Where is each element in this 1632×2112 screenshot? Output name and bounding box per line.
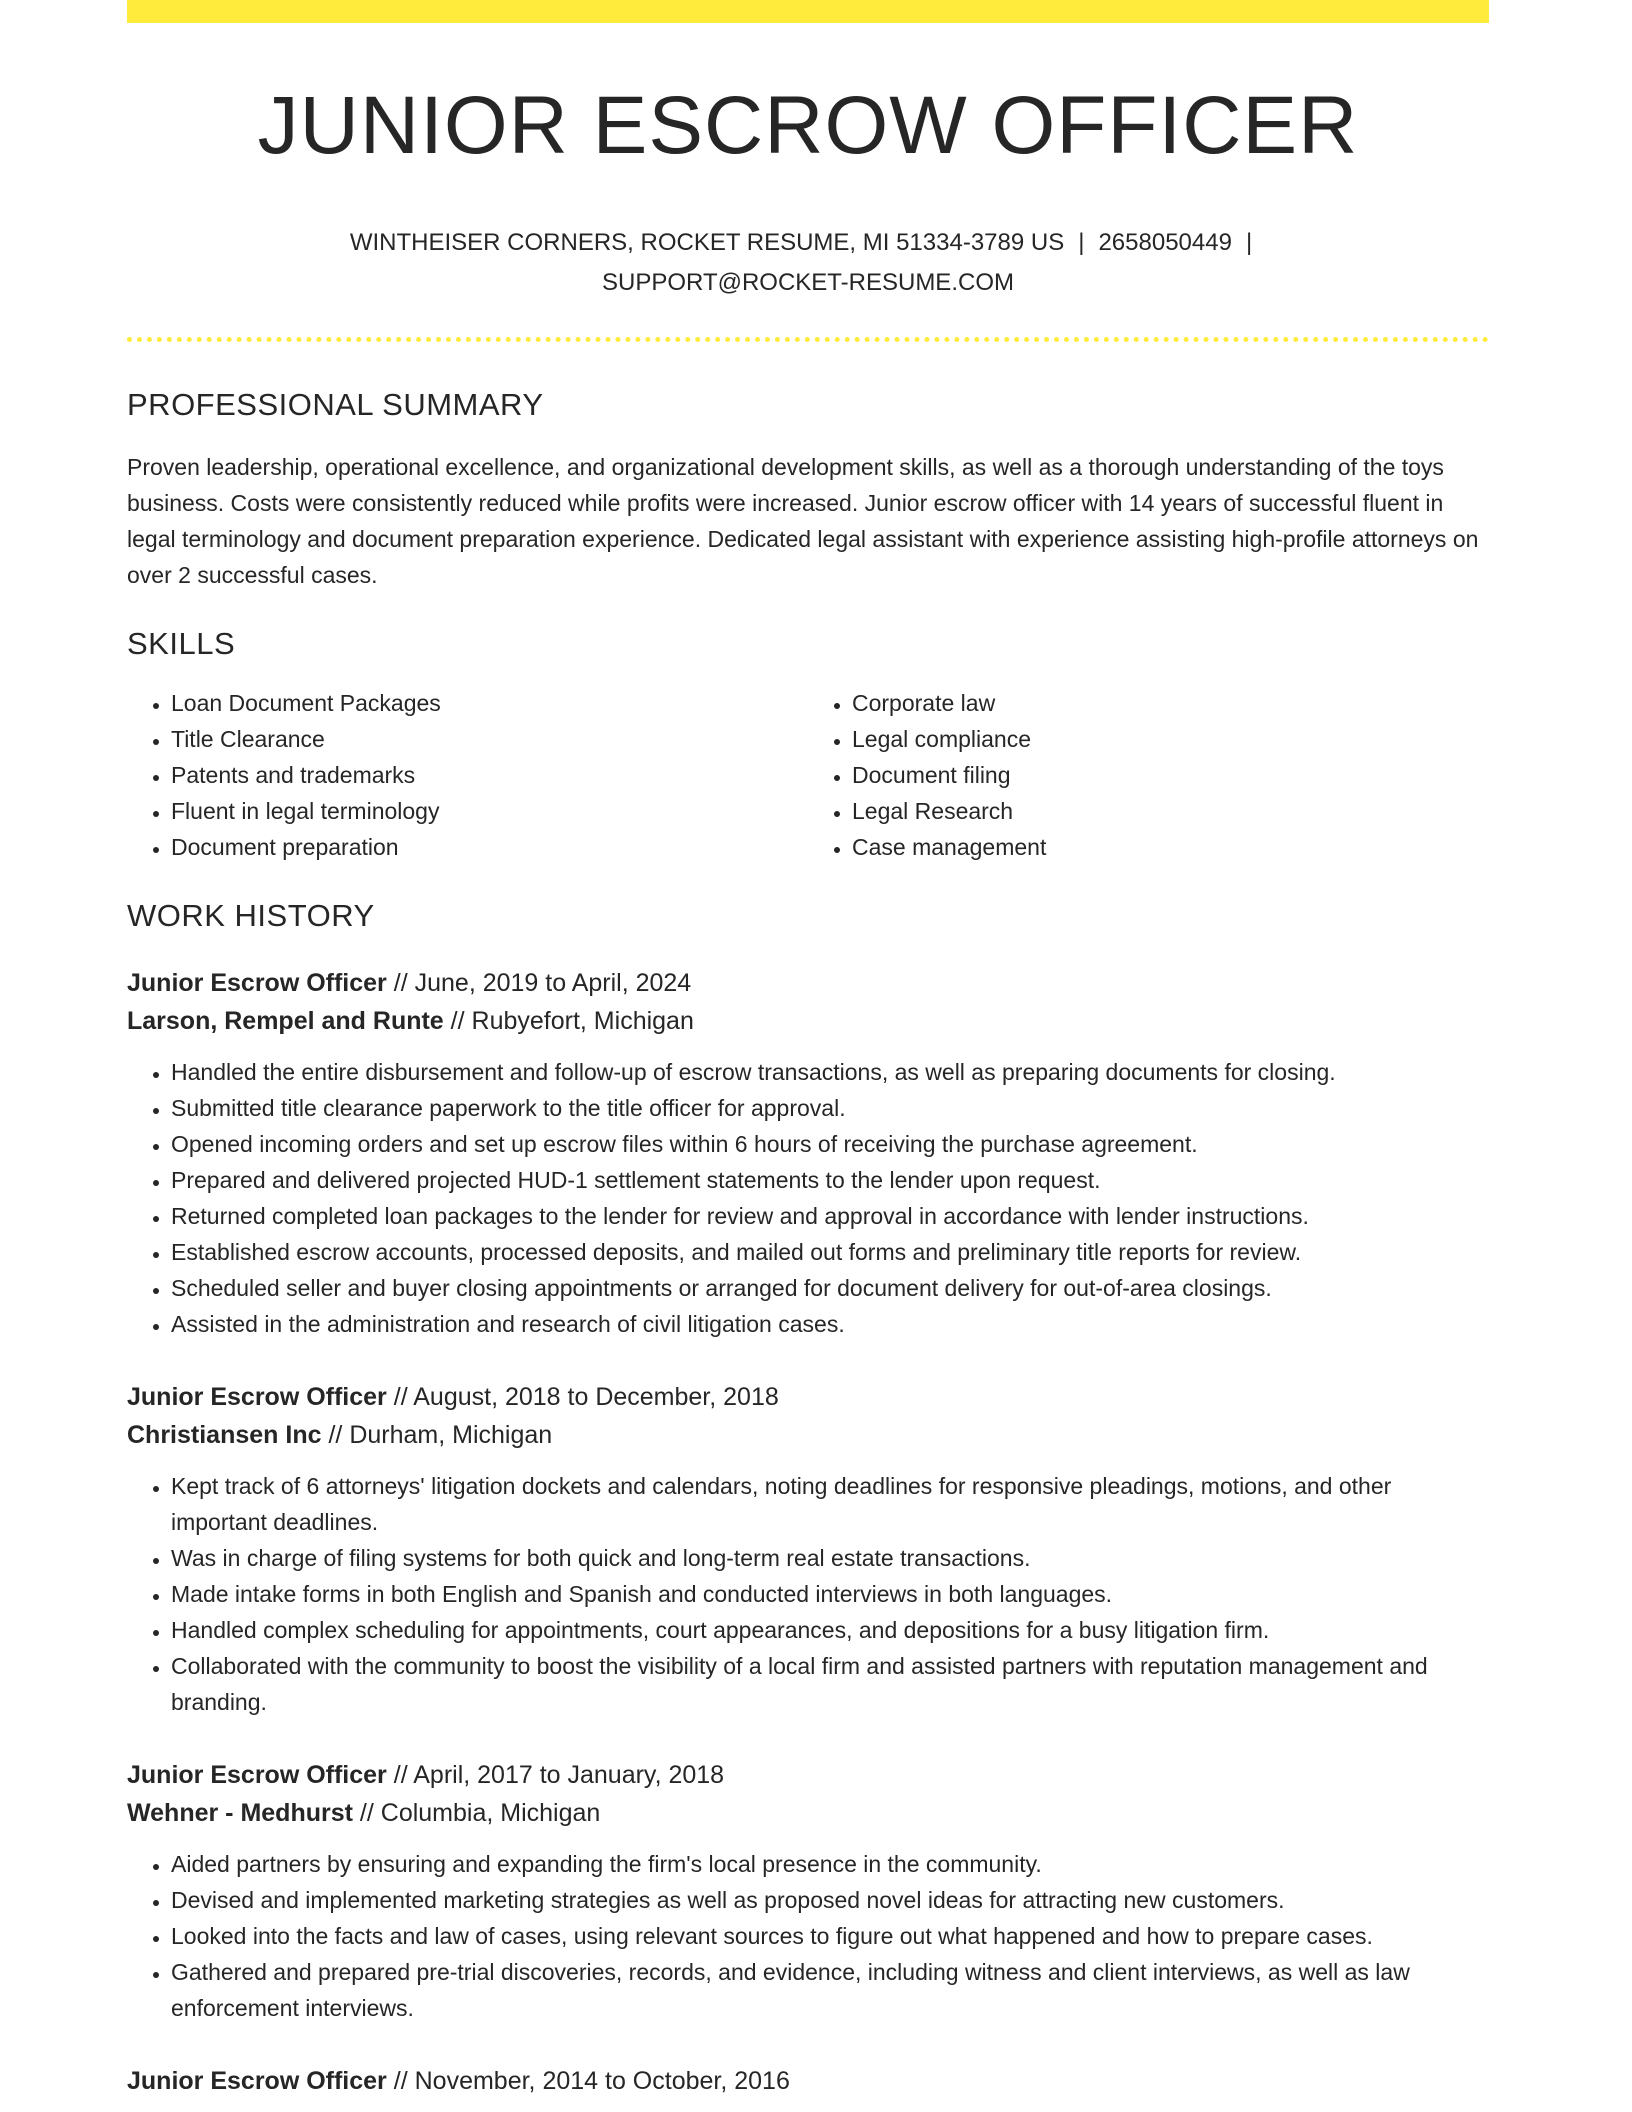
top-accent-bar [127,0,1489,23]
job-entry [127,2062,1489,2100]
contact-separator: | [1078,229,1085,257]
job-bullet: • Made intake forms in both English and Spanish and conducted interviews in both languages. [171,1576,1489,1612]
job-location: Columbia, Michigan [380,1798,601,1827]
skills-grid [127,685,1489,865]
job-separator: // [393,1382,408,1411]
job-bullet: • Handled complex scheduling for appointments, court appearances, and depositions for a busy litigation firm. [171,1612,1489,1648]
skill-item: • Case management [852,829,1489,865]
contact-info [308,223,1308,303]
job-bullet: • Gathered and prepared pre-trial discoveries, records, and evidence, including witness and client interviews, as well as law enforcement interviews. [171,1954,1489,2026]
job-entry [127,1756,1489,2026]
job-dates: August, 2018 to December, 2018 [413,1382,779,1411]
job-dates: November, 2014 to October, 2016 [414,2066,790,2095]
contact-separator: | [1245,229,1253,257]
skill-item: • Patents and trademarks [171,757,808,793]
job-separator: // [393,2066,408,2095]
job-bullet: • Assisted in the administration and research of civil litigation cases. [171,1306,1489,1342]
job-bullet-list [127,1468,1489,1720]
contact-email[interactable]: SUPPORT@ROCKET-RESUME.COM [602,269,1014,297]
job-company: Larson, Rempel and Runte [127,1006,444,1035]
skill-item: • Legal compliance [852,721,1489,757]
skill-item: • Legal Research [852,793,1489,829]
job-location: Rubyefort, Michigan [471,1006,694,1035]
job-bullet-list [127,1846,1489,2026]
skill-item: • Document filing [852,757,1489,793]
contact-phone: 2658050449 [1098,229,1232,257]
skill-item: • Fluent in legal terminology [171,793,808,829]
resume-page [127,0,1489,2100]
job-role-line [127,964,1489,1002]
job-separator: // [328,1420,343,1449]
job-role: Junior Escrow Officer [127,2066,387,2095]
work-history-heading: WORK HISTORY [127,897,375,933]
job-company-line [127,1416,1489,1454]
job-dates: April, 2017 to January, 2018 [413,1760,725,1789]
job-role-line [127,2062,1489,2100]
skills-list-right [808,685,1489,865]
job-company: Christiansen Inc [127,1420,322,1449]
job-entry [127,1378,1489,1720]
job-separator: // [393,1760,408,1789]
skill-item: • Corporate law [852,685,1489,721]
job-bullet: • Handled the entire disbursement and follow-up of escrow transactions, as well as preparing documents for closing. [171,1054,1489,1090]
skill-item: • Document preparation [171,829,808,865]
resume-title: JUNIOR ESCROW OFFICER [257,80,1359,171]
job-location: Durham, Michigan [349,1420,553,1449]
job-separator: // [393,968,408,997]
skill-item: • Title Clearance [171,721,808,757]
job-bullet: • Kept track of 6 attorneys' litigation dockets and calendars, noting deadlines for responsive pleadings, motions, and other important deadlines. [171,1468,1489,1540]
job-role: Junior Escrow Officer [127,1382,387,1411]
job-bullet: • Scheduled seller and buyer closing appointments or arranged for document delivery for out-of-area closings. [171,1270,1489,1306]
contact-address: WINTHEISER CORNERS, ROCKET RESUME, MI 51334-3789 US [349,229,1065,257]
job-dates: June, 2019 to April, 2024 [414,968,692,997]
job-bullet: • Was in charge of filing systems for both quick and long-term real estate transactions. [171,1540,1489,1576]
job-bullet-list [127,1054,1489,1342]
job-bullet: • Returned completed loan packages to the lender for review and approval in accordance with lender instructions. [171,1198,1489,1234]
job-company-line [127,1002,1489,1040]
job-separator: // [450,1006,465,1035]
skill-item: • Loan Document Packages [171,685,808,721]
job-company: Wehner - Medhurst [127,1798,353,1827]
summary-text: Proven leadership, operational excellence, and organizational development skills, as well as a thorough understanding of the toys business. Costs were consistently reduced while profits were increased. Junior escrow officer with 14 years of successful fluent in legal terminology and document preparation experience. Dedicated legal assistant with experience assisting high-profile attorneys on over 2 successful cases. [127,454,1479,589]
summary-heading: PROFESSIONAL SUMMARY [127,387,544,423]
dotted-divider [127,337,1489,342]
job-bullet: • Devised and implemented marketing strategies as well as proposed novel ideas for attracting new customers. [171,1882,1489,1918]
job-separator: // [359,1798,374,1827]
job-bullet: • Submitted title clearance paperwork to the title officer for approval. [171,1090,1489,1126]
job-role: Junior Escrow Officer [127,1760,387,1789]
job-bullet: • Opened incoming orders and set up escrow files within 6 hours of receiving the purchase agreement. [171,1126,1489,1162]
job-company-line [127,1794,1489,1832]
skills-list-left [127,685,808,865]
job-bullet: • Prepared and delivered projected HUD-1 settlement statements to the lender upon request. [171,1162,1489,1198]
job-role-line [127,1378,1489,1416]
job-bullet: • Looked into the facts and law of cases, using relevant sources to figure out what happened and how to prepare cases. [171,1918,1489,1954]
job-bullet: • Established escrow accounts, processed deposits, and mailed out forms and preliminary title reports for review. [171,1234,1489,1270]
job-role: Junior Escrow Officer [127,968,387,997]
job-entry [127,964,1489,1342]
job-bullet: • Collaborated with the community to boost the visibility of a local firm and assisted partners with reputation management and branding. [171,1648,1489,1720]
skills-heading: SKILLS [127,626,236,662]
job-bullet: • Aided partners by ensuring and expanding the firm's local presence in the community. [171,1846,1489,1882]
job-role-line [127,1756,1489,1794]
